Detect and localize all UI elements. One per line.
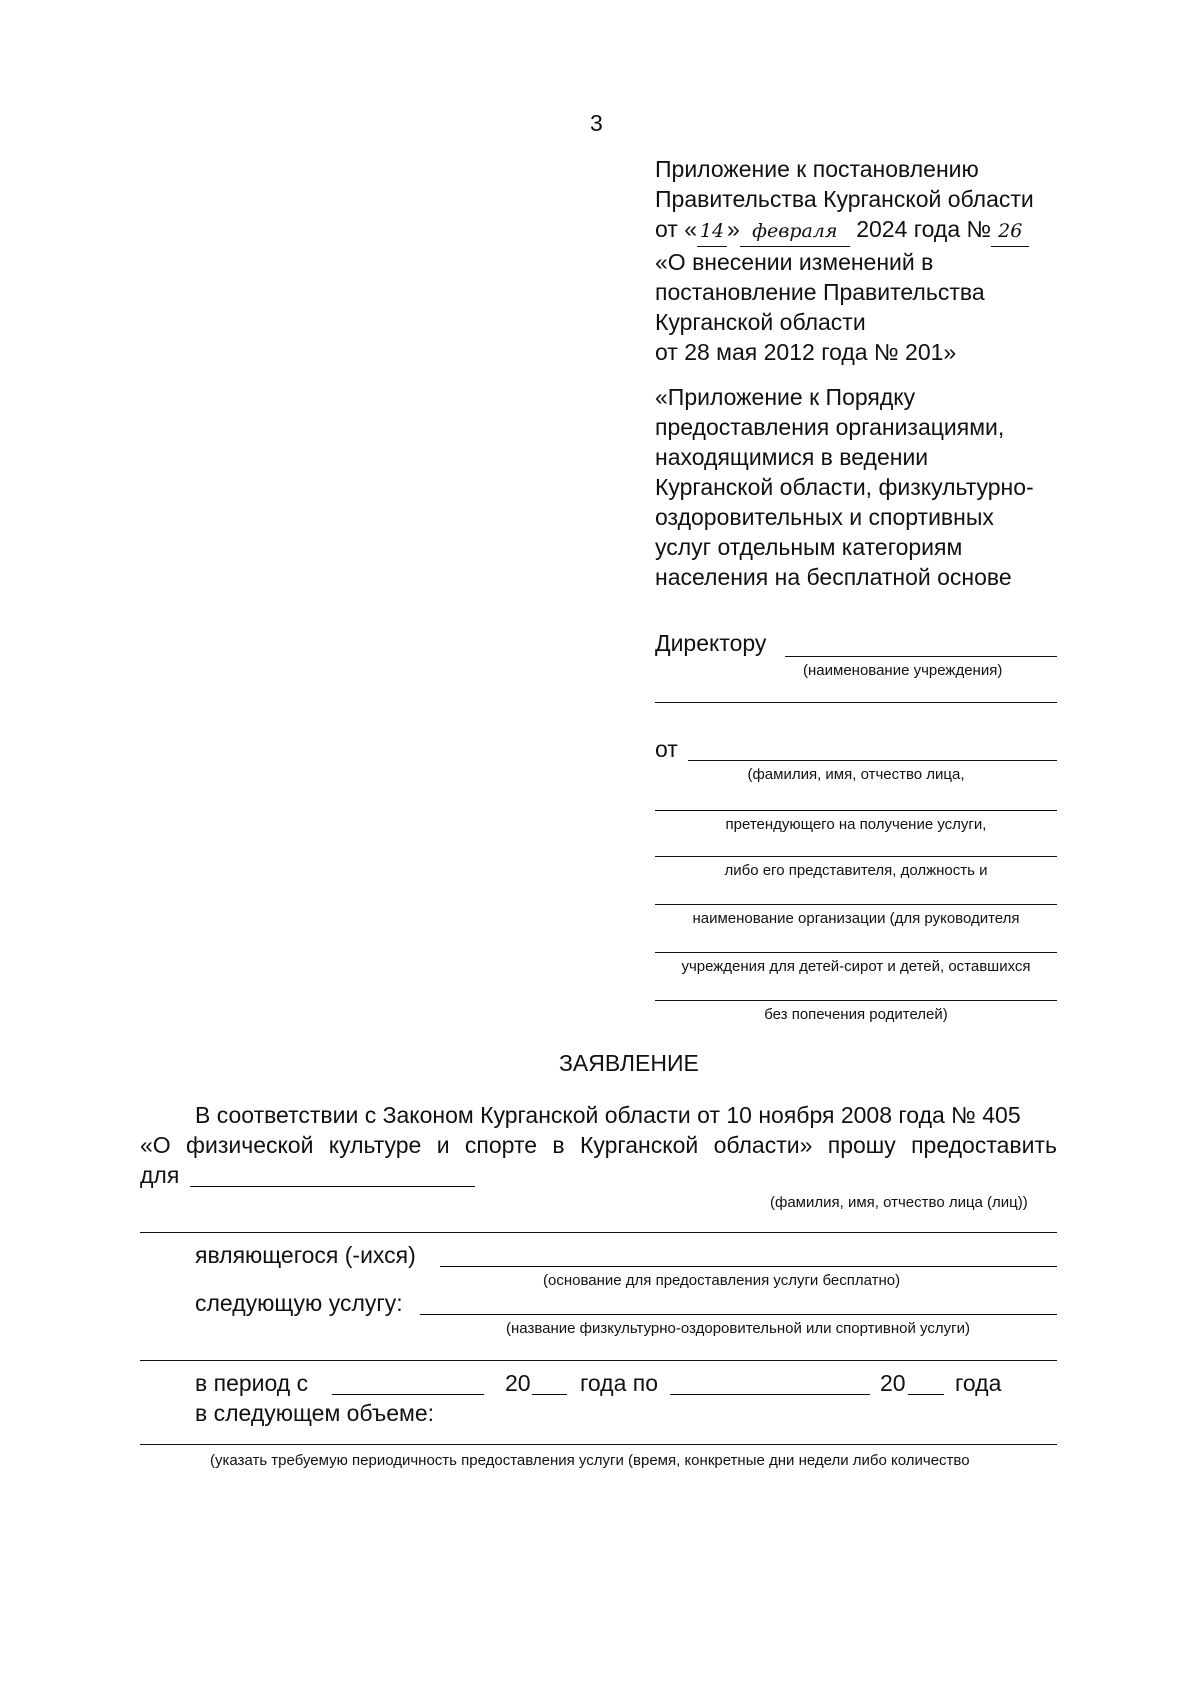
date-day: 14: [697, 216, 727, 247]
procedure-line: «Приложение к Порядку: [655, 384, 916, 410]
title-line: Курганской области: [655, 309, 866, 335]
procedure-appendix: [655, 382, 1034, 592]
from-field-line3[interactable]: [655, 856, 1057, 857]
resolution-number: 26: [991, 216, 1029, 247]
start-year-prefix: 20: [505, 1370, 531, 1396]
volume-hint: (указать требуемую периодичность предоставления услуги (время, конкретные дни недели либо количество: [210, 1452, 970, 1469]
director-field-line2[interactable]: [655, 702, 1057, 703]
from-field-line5[interactable]: [655, 952, 1057, 953]
start-year-field[interactable]: [532, 1394, 567, 1395]
service-field-line2[interactable]: [140, 1360, 1057, 1361]
service-field[interactable]: [420, 1314, 1057, 1315]
procedure-line: находящимися в ведении: [655, 444, 929, 470]
from-field-line4[interactable]: [655, 904, 1057, 905]
appendix-header: [655, 154, 1034, 367]
director-label: Директору: [655, 630, 767, 656]
service-hint: (название физкультурно-оздоровительной или спортивной услуги): [506, 1320, 970, 1337]
from-hint: либо его представителя, должность и: [724, 862, 988, 879]
period-to-label: года по: [580, 1370, 659, 1396]
statement-title: ЗАЯВЛЕНИЕ: [559, 1050, 699, 1076]
for-field[interactable]: [190, 1186, 475, 1187]
statement-para-line2: «О физической культуре и спорте в Курганской области» прошу предоставить: [140, 1132, 1057, 1158]
date-prefix: от «: [655, 216, 698, 242]
resolution-date-line: [655, 214, 1034, 247]
end-year-field[interactable]: [908, 1394, 944, 1395]
title-line: от 28 мая 2012 года № 201»: [655, 339, 957, 365]
date-mid: »: [727, 216, 740, 242]
from-field[interactable]: [688, 760, 1057, 761]
fio-field-line2[interactable]: [140, 1232, 1057, 1233]
from-hint: наименование организации (для руководителя: [692, 910, 1020, 927]
from-hint: (фамилия, имя, отчество лица,: [747, 766, 965, 783]
being-label: являющегося (-ихся): [195, 1242, 416, 1268]
procedure-line: оздоровительных и спортивных: [655, 504, 994, 530]
statement-para-line1: В соответствии с Законом Курганской области от 10 ноября 2008 года № 405: [195, 1102, 1021, 1128]
volume-label: в следующем объеме:: [195, 1400, 435, 1426]
basis-field[interactable]: [440, 1266, 1057, 1267]
period-start-field[interactable]: [332, 1394, 484, 1395]
period-year-suffix: года: [955, 1370, 1002, 1396]
from-hint: претендующего на получение услуги,: [725, 816, 987, 833]
page-number: 3: [590, 110, 603, 136]
period-end-field[interactable]: [670, 1394, 870, 1395]
appendix-line: Приложение к постановлению: [655, 156, 979, 182]
from-label: от: [655, 736, 678, 762]
from-field-line2[interactable]: [655, 810, 1057, 811]
period-from-label: в период с: [195, 1370, 309, 1396]
date-month: февраля: [740, 216, 850, 247]
title-line: «О внесении изменений в: [655, 249, 934, 275]
fio-hint: (фамилия, имя, отчество лица (лиц)): [770, 1194, 1028, 1211]
from-hint: учреждения для детей-сирот и детей, оставшихся: [681, 958, 1031, 975]
procedure-line: услуг отдельным категориям: [655, 534, 963, 560]
procedure-line: предоставления организациями,: [655, 414, 1005, 440]
for-label: для: [140, 1162, 180, 1188]
director-field[interactable]: [785, 656, 1057, 657]
appendix-line: Правительства Курганской области: [655, 186, 1034, 212]
basis-hint: (основание для предоставления услуги бесплатно): [543, 1272, 901, 1289]
service-label: следующую услугу:: [195, 1290, 403, 1316]
from-field-line6[interactable]: [655, 1000, 1057, 1001]
end-year-prefix: 20: [880, 1370, 906, 1396]
volume-field[interactable]: [140, 1444, 1057, 1445]
procedure-line: Курганской области, физкультурно-: [655, 474, 1034, 500]
title-line: постановление Правительства: [655, 279, 985, 305]
procedure-line: населения на бесплатной основе: [655, 564, 1012, 590]
date-year-text: 2024 года №: [856, 216, 992, 242]
director-hint: (наименование учреждения): [803, 662, 1003, 679]
from-hint: без попечения родителей): [764, 1006, 948, 1023]
